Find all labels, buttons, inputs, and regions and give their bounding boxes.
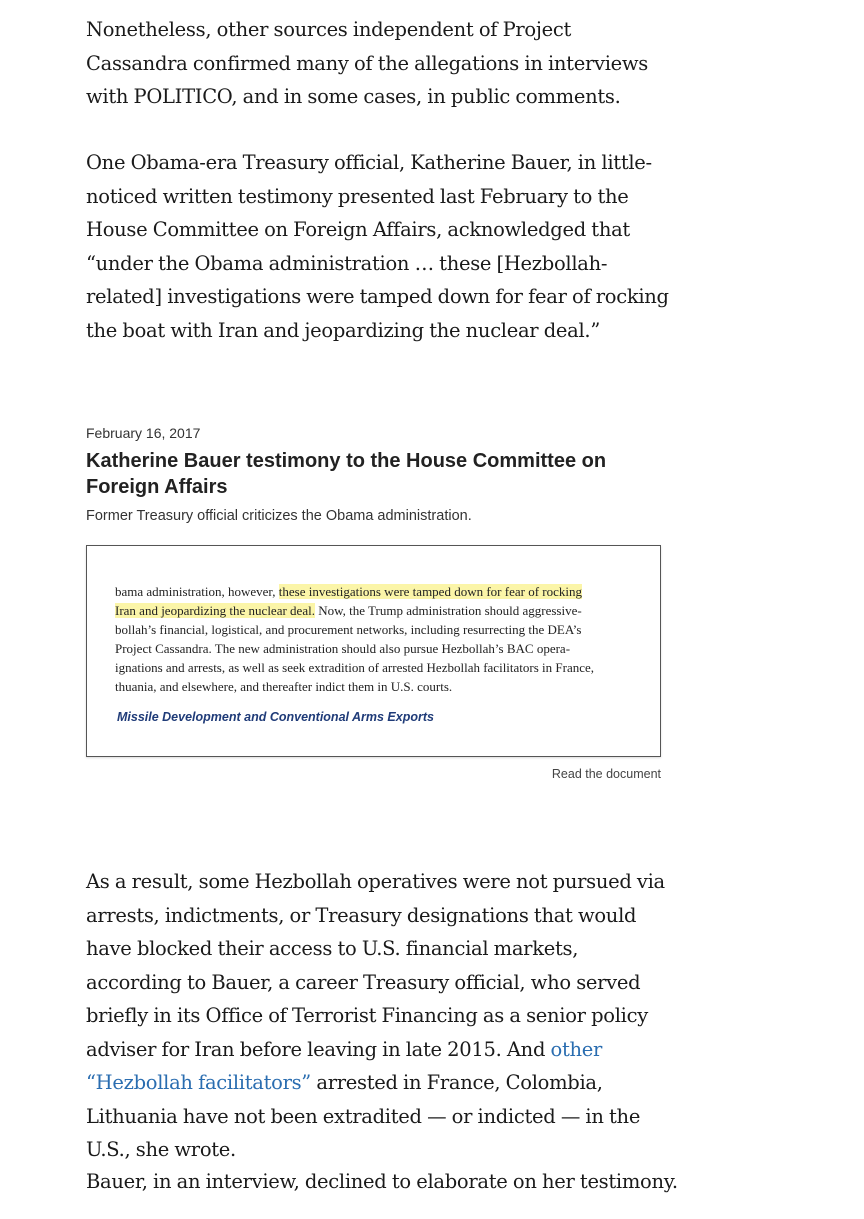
paragraph-text: As a result, some Hezbollah operatives were not pursued via arrests, indictments, or Treasury designations that would have blocked their access to U.S. financial markets, according to Bauer, a career Treasury official, who served briefly in its Office of Terrorist Financing as a senior policy adviser for Iran before leaving in late 2015. And [86,870,665,1061]
excerpt-highlight: these investigations were tamped down for fear of rocking [278,584,582,599]
article-paragraph: Nonetheless, other sources independent of Project Cassandra confirmed many of the allegations in interviews with POLITICO, and in some cases, in public comments. [86,18,648,108]
excerpt-line: bollah’s financial, logistical, and procurement networks, including resurrecting the DEA’s [115,622,582,637]
excerpt-line: ignations and arrests, as well as seek extradition of arrested Hezbollah facilitators in France, [115,660,595,675]
article-paragraph [86,865,676,1167]
document-description: Former Treasury official criticizes the Obama administration. [86,508,472,524]
excerpt-line [115,582,635,601]
document-excerpt [115,582,635,696]
document-preview[interactable] [86,545,661,757]
document-subheading: Missile Development and Conventional Arms Exports [117,710,434,724]
document-date: February 16, 2017 [86,425,201,441]
excerpt-line [115,601,635,620]
hezbollah-facilitators-link[interactable]: other “Hezbollah facilitators” [86,1037,603,1094]
excerpt-line: Project Cassandra. The new administration should also pursue Hezbollah’s BAC opera- [115,641,571,656]
article-paragraph: Bauer, in an interview, declined to elaborate on her testimony. [86,1170,678,1193]
article-paragraph: One Obama-era Treasury official, Katherine Bauer, in little-noticed written testimony presented last February to the House Committee on Foreign Affairs, acknowledged that “under the Obama administration … these [Hezbollah-related] investigations were tamped down for fear of rocking the boat with Iran and jeopardizing the nuclear deal.” [86,151,669,342]
paragraph-text: arrested in France, Colombia, Lithuania have not been extradited — or indicted — in the U.S., she wrote. [86,1071,641,1161]
document-title[interactable]: Katherine Bauer testimony to the House Committee on Foreign Affairs [86,450,607,498]
excerpt-text: bama administration, however, [115,584,279,599]
excerpt-highlight: Iran and jeopardizing the nuclear deal. [115,603,315,618]
document-embed [86,424,666,781]
excerpt-line: thuania, and elsewhere, and thereafter indict them in U.S. courts. [115,679,453,694]
read-document-link[interactable]: Read the document [551,767,661,781]
excerpt-text: Now, the Trump administration should aggressive- [314,603,582,618]
